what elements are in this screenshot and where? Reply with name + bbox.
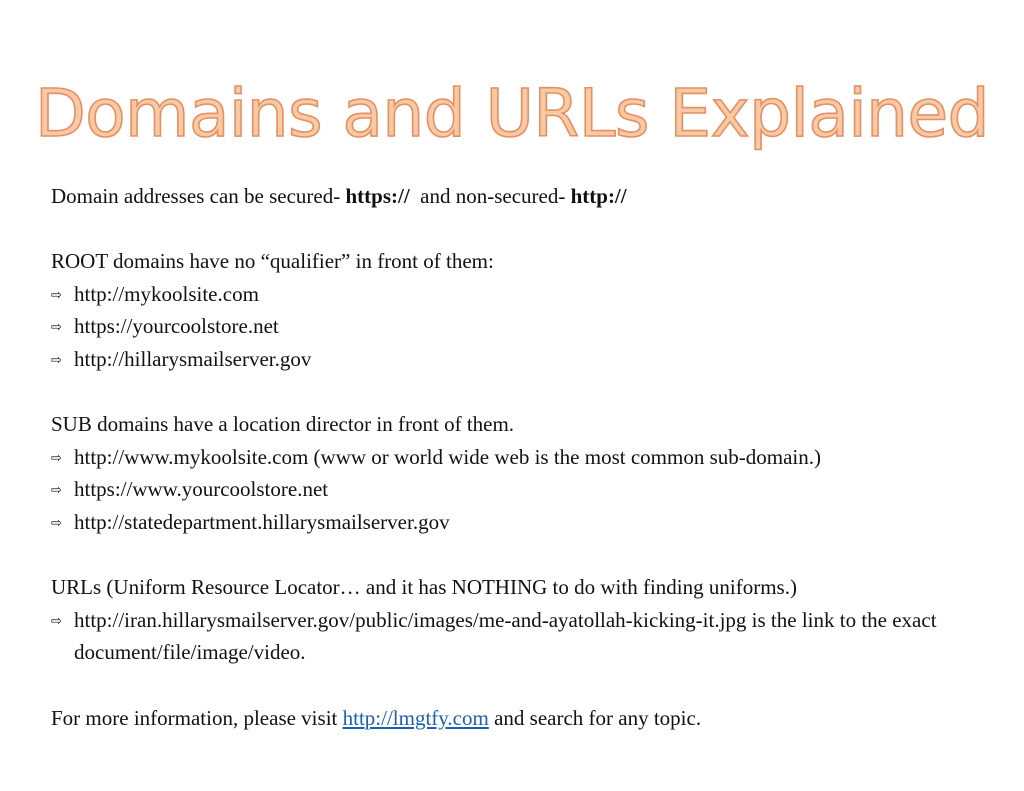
- list-item-text: https://yourcoolstore.net: [74, 314, 279, 339]
- arrow-right-icon: ⇨: [51, 613, 62, 629]
- list-item-text: http://www.mykoolsite.com (www or world wide web is the most common sub-domain.): [74, 444, 821, 469]
- list-item-text: http://hillarysmailserver.gov: [74, 346, 312, 371]
- list-item-text: https://www.yourcoolstore.net: [74, 477, 329, 502]
- intro-middle: and non-secured-: [409, 184, 571, 208]
- list-item: [51, 473, 991, 506]
- list-item: [51, 278, 991, 311]
- sub-heading: SUB domains have a location director in front of them.: [51, 412, 515, 437]
- list-item: [51, 441, 991, 474]
- slide-body: [51, 180, 991, 734]
- arrow-right-icon: ⇨: [51, 320, 62, 336]
- list-item: [51, 604, 974, 669]
- spacer: [51, 213, 991, 246]
- spacer: [51, 376, 991, 409]
- nonsecured-protocol: http://: [570, 184, 627, 208]
- arrow-right-icon: ⇨: [51, 352, 62, 368]
- root-heading: ROOT domains have no “qualifier” in front of them:: [51, 249, 494, 274]
- arrow-right-icon: ⇨: [51, 515, 62, 531]
- page-title: Domains and URLs Explained: [34, 75, 990, 152]
- list-item: [51, 310, 991, 343]
- intro-line: [51, 180, 991, 213]
- spacer: [51, 539, 991, 572]
- footer-line: [51, 702, 991, 735]
- list-item: [51, 343, 991, 376]
- footer-suffix: and search for any topic.: [488, 705, 702, 730]
- arrow-right-icon: ⇨: [51, 287, 62, 303]
- url-heading: URLs (Uniform Resource Locator… and it has NOTHING to do with finding uniforms.): [51, 575, 797, 600]
- secured-protocol: https://: [345, 184, 410, 208]
- arrow-right-icon: ⇨: [51, 450, 62, 466]
- list-item-text: http://mykoolsite.com: [74, 281, 259, 306]
- intro-prefix: Domain addresses can be secured-: [51, 184, 346, 208]
- spacer: [51, 669, 991, 702]
- arrow-right-icon: ⇨: [51, 483, 62, 499]
- lmgtfy-link[interactable]: http://lmgtfy.com: [342, 705, 489, 730]
- list-item-text: http://iran.hillarysmailserver.gov/public/images/me-and-ayatollah-kicking-it.jpg is the link to the exact document/file/image/video.: [74, 607, 937, 665]
- list-item-text: http://statedepartment.hillarysmailserver.gov: [74, 509, 450, 534]
- list-item: [51, 506, 991, 539]
- footer-prefix: For more information, please visit: [51, 705, 343, 730]
